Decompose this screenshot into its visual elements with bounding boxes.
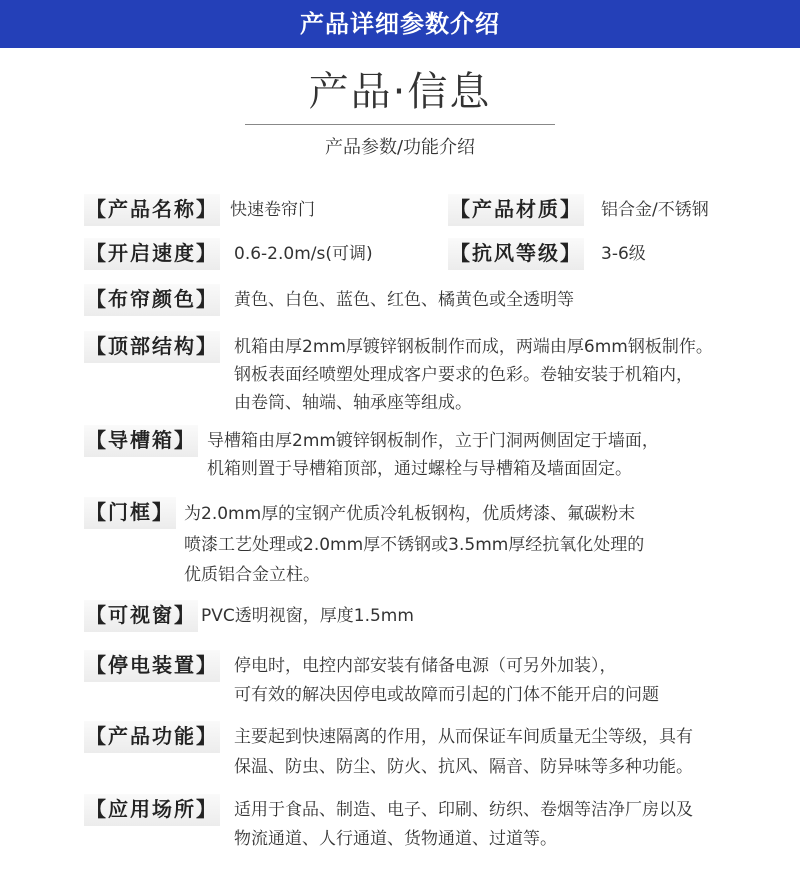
spec-value-usage-line-1: 适用于食品、制造、电子、印刷、纺织、卷烟等洁净厂房以及 xyxy=(234,800,693,820)
spec-label-speed: 【开启速度】 xyxy=(84,238,220,270)
spec-label-guide-box: 【导槽箱】 xyxy=(84,425,198,457)
page-subtitle: 产品参数/功能介绍 xyxy=(324,137,476,158)
spec-value-top-line-2: 钢板表面经喷塑处理成客户要求的色彩。卷轴安装于机箱内， xyxy=(234,365,693,385)
spec-label-top-structure: 【顶部结构】 xyxy=(84,331,220,363)
spec-value-top-line-1: 机箱由厚2mm厚镀锌钢板制作而成，两端由厚6mm钢板制作。 xyxy=(234,337,713,357)
spec-value-window: PVC透明视窗，厚度1.5mm xyxy=(201,606,414,626)
spec-label-wind: 【抗风等级】 xyxy=(448,238,584,270)
spec-label-power: 【停电装置】 xyxy=(84,650,220,682)
spec-value-power-line-1: 停电时，电控内部安装有储备电源（可另外加装）， xyxy=(234,656,617,676)
spec-value-usage-line-2: 物流通道、人行通道、货物通道、过道等。 xyxy=(234,829,557,849)
spec-value-name: 快速卷帘门 xyxy=(230,200,315,220)
spec-value-power-line-2: 可有效的解决因停电或故障而引起的门体不能开启的问题 xyxy=(234,685,659,705)
spec-value-material: 铝合金/不锈钢 xyxy=(601,200,709,220)
spec-value-frame-line-3: 优质铝合金立柱。 xyxy=(184,565,320,585)
header-banner: 产品详细参数介绍 xyxy=(0,0,800,48)
spec-label-name: 【产品名称】 xyxy=(84,194,220,226)
title-divider xyxy=(245,124,555,125)
spec-value-guide-line-2: 机箱则置于导槽箱顶部，通过螺栓与导槽箱及墙面固定。 xyxy=(207,459,632,479)
spec-label-function: 【产品功能】 xyxy=(84,721,220,753)
spec-value-wind: 3-6级 xyxy=(601,244,646,264)
spec-value-function-line-2: 保温、防虫、防尘、防火、抗风、隔音、防异味等多种功能。 xyxy=(234,757,693,777)
spec-value-speed: 0.6-2.0m/s(可调) xyxy=(234,244,373,264)
page-title: 产品·信息 xyxy=(308,69,492,115)
spec-value-top-line-3: 由卷筒、轴端、轴承座等组成。 xyxy=(234,393,472,413)
spec-value-function-line-1: 主要起到快速隔离的作用，从而保证车间质量无尘等级，具有 xyxy=(234,727,693,747)
spec-label-frame: 【门框】 xyxy=(84,497,176,529)
spec-value-color: 黄色、白色、蓝色、红色、橘黄色或全透明等 xyxy=(234,290,574,310)
spec-value-frame-line-2: 喷漆工艺处理或2.0mm厚不锈钢或3.5mm厚经抗氧化处理的 xyxy=(184,535,645,555)
spec-label-window: 【可视窗】 xyxy=(84,600,198,632)
spec-label-usage: 【应用场所】 xyxy=(84,794,220,826)
spec-value-frame-line-1: 为2.0mm厚的宝钢产优质冷轧板钢构，优质烤漆、氟碳粉末 xyxy=(184,504,636,524)
spec-label-color: 【布帘颜色】 xyxy=(84,284,220,316)
spec-value-guide-line-1: 导槽箱由厚2mm镀锌钢板制作，立于门洞两侧固定于墙面， xyxy=(207,431,659,451)
spec-label-material: 【产品材质】 xyxy=(448,194,584,226)
